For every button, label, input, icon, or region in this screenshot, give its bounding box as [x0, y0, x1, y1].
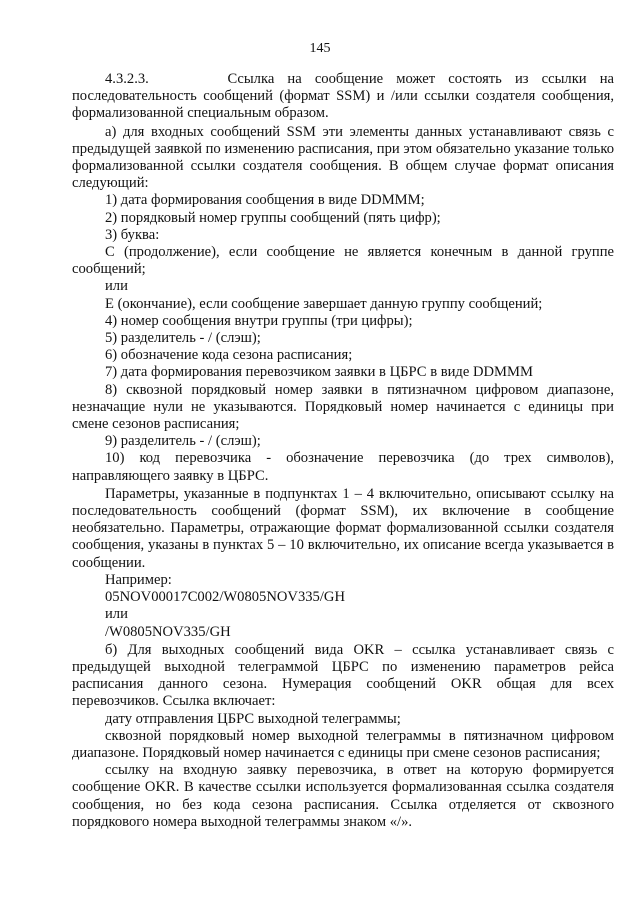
example-code-1: 05NOV00017C002/W0805NOV335/GH: [105, 589, 345, 606]
list-item-1: 1) дата формирования сообщения в виде DDMMM;: [105, 192, 425, 209]
example-label: Например:: [105, 571, 172, 588]
page-number: 145: [309, 41, 331, 56]
list-item-4: 4) номер сообщения внутри группы (три цифры);: [105, 312, 413, 329]
list-item-5: 5) разделитель - / (слэш);: [105, 330, 261, 347]
list-item-3-option-c: С (продолжение), если сообщение не является конечным в данной группе сообщений;: [72, 244, 614, 278]
list-item-3-or: или: [105, 278, 128, 295]
list-item-3-option-e: Е (окончание), если сообщение завершает данную группу сообщений;: [105, 295, 543, 312]
paragraph-parameters: Параметры, указанные в подпунктах 1 – 4 включительно, описывают ссылку на последовательность сообщений (формат SSM), их включение в сообщение необязательно. Параметры, отражающие формат формализованной ссылки создателя сообщения, указаны в пунктах 5 – 10 включительно, их описание всегда указывается в сообщении.: [72, 485, 614, 571]
okr-item-date: дату отправления ЦБРС выходной телеграммы;: [105, 710, 401, 727]
list-item-6: 6) обозначение кода сезона расписания;: [105, 347, 353, 364]
list-item-2: 2) порядковый номер группы сообщений (пять цифр);: [105, 209, 441, 226]
list-item-10: 10) код перевозчика - обозначение перевозчика (до трех символов), направляющего заявку в ЦБРС.: [72, 450, 614, 484]
list-item-9: 9) разделитель - / (слэш);: [105, 433, 261, 450]
okr-item-reference: ссылку на входную заявку перевозчика, в ответ на которую формируется сообщение OKR. В качестве ссылки используется формализованная ссылка создателя сообщения, но без кода сезона расписания. Ссылка отделяется от сквозного порядкового номера выходной телеграммы знаком «/».: [72, 762, 614, 830]
document-body: [72, 71, 614, 831]
list-item-7: 7) дата формирования перевозчиком заявки в ЦБРС в виде DDMMM: [105, 364, 533, 381]
paragraph-section-4-3-2-3: 4.3.2.3. Ссылка на сообщение может состоять из ссылки на последовательность сообщений (формат SSM) и /или ссылки создателя сообщения, формализованной специальным образом.: [72, 71, 614, 122]
paragraph-input-ssm: а) для входных сообщений SSM эти элементы данных устанавливают связь с предыдущей заявкой по изменению расписания, при этом обязательно указание только формализованной ссылки создателя сообщения. В общем случае формат описания следующий:: [72, 123, 614, 192]
paragraph-output-okr: б) Для выходных сообщений вида OKR – ссылка устанавливает связь с предыдущей выходной телеграммой ЦБРС по изменению параметров рейса расписания данного сезона. Нумерация сообщений OKR общая для всех перевозчиков. Ссылка включает:: [72, 641, 614, 710]
list-item-8: 8) сквозной порядковый номер заявки в пятизначном цифровом диапазоне, незначащие нули не указываются. Порядковый номер начинается с единицы при смене сезонов расписания;: [72, 381, 614, 433]
example-code-2: /W0805NOV335/GH: [105, 623, 231, 640]
okr-item-number: сквозной порядковый номер выходной телеграммы в пятизначном цифровом диапазоне. Порядковый номер начинается с единицы при смене сезонов расписания;: [72, 727, 614, 761]
list-item-3: 3) буква:: [105, 226, 160, 243]
example-or: или: [105, 606, 128, 623]
